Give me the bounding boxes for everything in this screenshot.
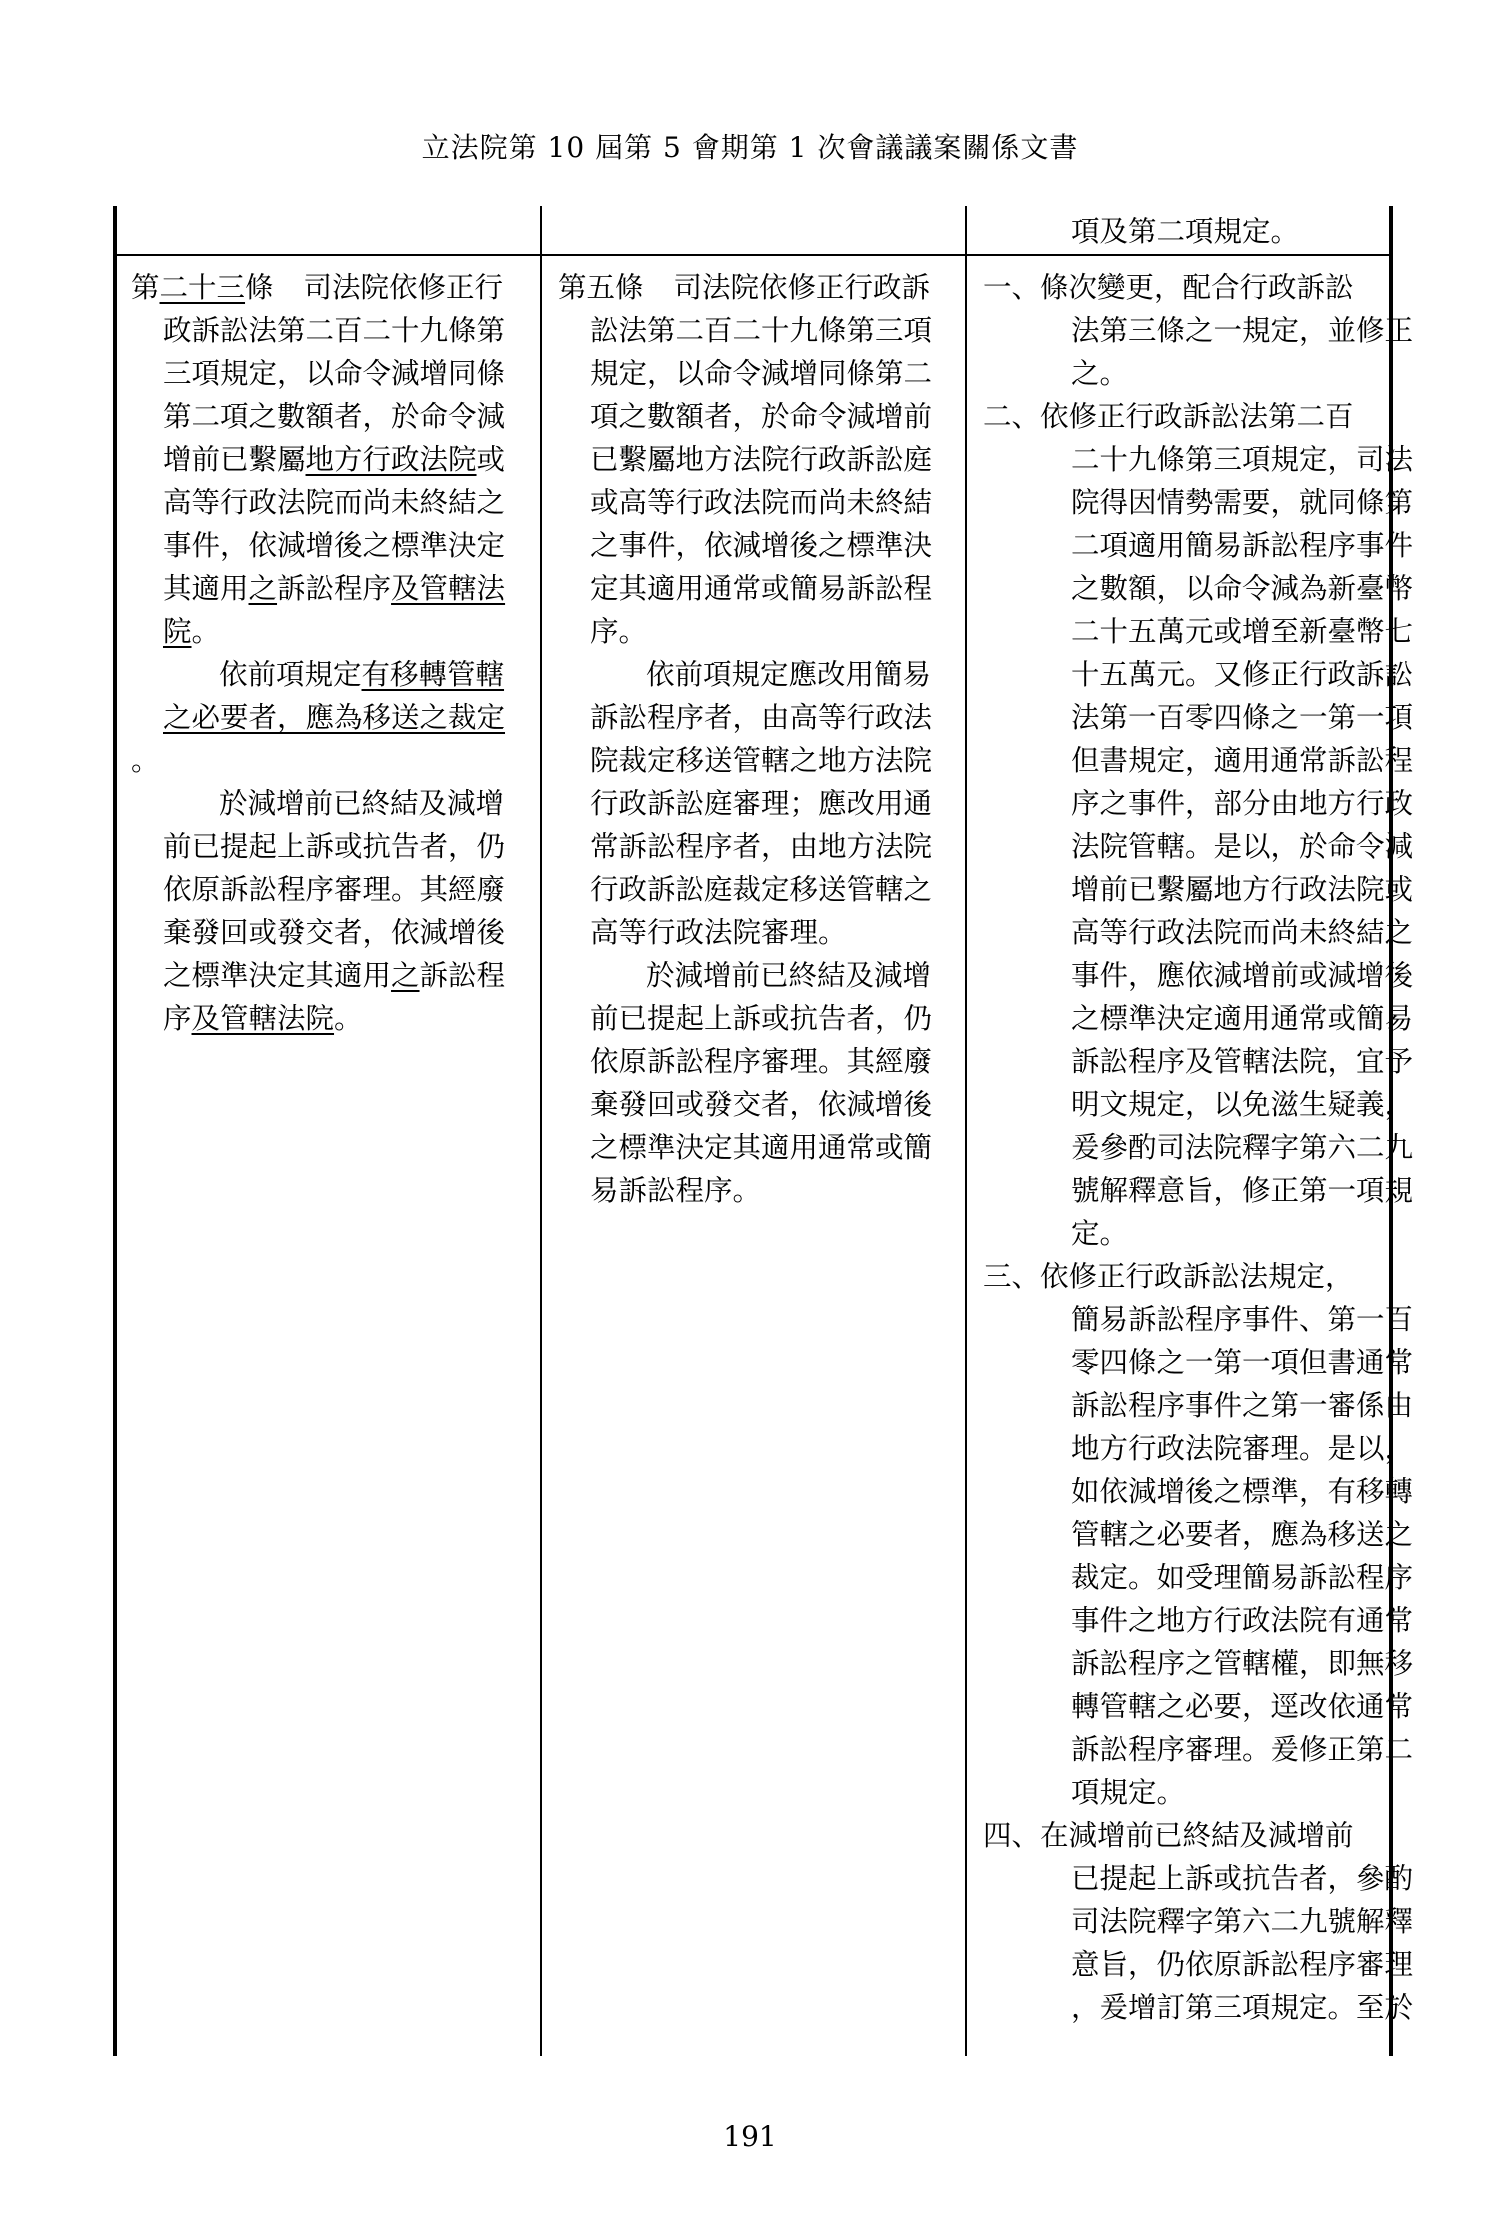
text-line: 事件，依減增後之標準決定 — [163, 529, 506, 562]
prev-row-col3 — [983, 210, 1383, 253]
text-line: 第二十三條 司法院依修正行 — [131, 271, 504, 304]
text-line: 轉管轄之必要，逕改依通常 — [1071, 1690, 1414, 1723]
text-line: 項之數額者，於命令減增前 — [590, 400, 933, 433]
text-line: 意旨，仍依原訴訟程序審理 — [1071, 1948, 1414, 1981]
text-line: 訴訟程序事件之第一審係由 — [1071, 1389, 1414, 1422]
explanation-column — [983, 266, 1414, 2029]
text-line: 二十五萬元或增至新臺幣七 — [1071, 615, 1414, 648]
table-row-divider — [113, 254, 1393, 256]
text-line: 法第一百零四條之一第一項 — [1071, 701, 1414, 734]
text-line: 零四條之一第一項但書通常 — [1071, 1346, 1414, 1379]
text-line: 高等行政法院而尚未終結之 — [1071, 916, 1414, 949]
text-line: 之數額，以命令減為新臺幣 — [1071, 572, 1414, 605]
text-line: 事件，應依減增前或減增後 — [1071, 959, 1414, 992]
table-column-divider-2 — [965, 206, 967, 2056]
text-line: 之必要者，應為移送之裁定 — [163, 701, 506, 734]
text-line: 定其適用通常或簡易訴訟程 — [590, 572, 933, 605]
text-line: 裁定。如受理簡易訴訟程序 — [1071, 1561, 1414, 1594]
text-line: 第五條 司法院依修正行政訴 — [558, 271, 931, 304]
text-line: 或高等行政法院而尚未終結 — [590, 486, 933, 519]
text-line: 其適用之訴訟程序及管轄法 — [163, 572, 506, 605]
text-line: 依前項規定應改用簡易 — [646, 658, 932, 691]
text-line: 之標準決定適用通常或簡易 — [1071, 1002, 1414, 1035]
text-line: 行政訴訟庭審理；應改用通 — [590, 787, 933, 820]
text-line: 一、條次變更，配合行政訴訟 — [983, 271, 1354, 304]
text-line: 法院管轄。是以，於命令減 — [1071, 830, 1414, 863]
text-line: 序之事件，部分由地方行政 — [1071, 787, 1414, 820]
text-line: 之事件，依減增後之標準決 — [590, 529, 933, 562]
table-border-left — [113, 206, 117, 2056]
text-line: 二項適用簡易訴訟程序事件 — [1071, 529, 1414, 562]
text-line: 高等行政法院而尚未終結之 — [163, 486, 506, 519]
text-line: 。 — [131, 744, 160, 777]
text-line: 法第三條之一規定，並修正 — [1071, 314, 1414, 347]
text-line: 前已提起上訴或抗告者，仍 — [163, 830, 506, 863]
text-line: 規定，以命令減增同條第二 — [590, 357, 933, 390]
text-line: 項及第二項規定。 — [1071, 215, 1300, 248]
text-line: 簡易訴訟程序事件、第一百 — [1071, 1303, 1414, 1336]
text-line: 依原訴訟程序審理。其經廢 — [590, 1045, 933, 1078]
text-line: 常訴訟程序者，由地方法院 — [590, 830, 933, 863]
text-line: 明文規定，以免滋生疑義， — [1071, 1088, 1414, 1121]
text-line: 依原訴訟程序審理。其經廢 — [163, 873, 506, 906]
text-line: 易訴訟程序。 — [590, 1174, 762, 1207]
current-article-5 — [558, 266, 958, 1212]
text-line: 但書規定，適用通常訴訟程 — [1071, 744, 1414, 777]
text-line: 序及管轄法院。 — [163, 1002, 363, 1035]
text-line: 訴訟程序之管轄權，即無移 — [1071, 1647, 1414, 1680]
text-line: 定。 — [1071, 1217, 1129, 1250]
text-line: 二、依修正行政訴訟法第二百 — [983, 400, 1354, 433]
text-line: 三項規定，以命令減增同條 — [163, 357, 506, 390]
text-line: 政訴訟法第二百二十九條第 — [163, 314, 506, 347]
text-line: 之標準決定其適用之訴訟程 — [163, 959, 506, 992]
text-line: 訴訟程序者，由高等行政法 — [590, 701, 933, 734]
text-line: 院。 — [163, 615, 221, 648]
text-line: 前已提起上訴或抗告者，仍 — [590, 1002, 933, 1035]
text-line: 序。 — [590, 615, 648, 648]
text-line: 二十九條第三項規定，司法 — [1071, 443, 1414, 476]
text-line: 之。 — [1071, 357, 1129, 390]
text-line: 之標準決定其適用通常或簡 — [590, 1131, 933, 1164]
text-line: 訟法第二百二十九條第三項 — [590, 314, 933, 347]
text-line: 棄發回或發交者，依減增後 — [590, 1088, 933, 1121]
text-line: 四、在減增前已終結及減增前 — [983, 1819, 1354, 1852]
table-column-divider-1 — [540, 206, 542, 2056]
text-line: ，爰增訂第三項規定。至於 — [1071, 1991, 1414, 2024]
text-line: 訴訟程序審理。爰修正第二 — [1071, 1733, 1414, 1766]
text-line: 增前已繫屬地方行政法院或 — [163, 443, 506, 476]
document-header: 立法院第 10 屆第 5 會期第 1 次會議議案關係文書 — [421, 131, 1079, 164]
text-line: 如依減增後之標準，有移轉 — [1071, 1475, 1414, 1508]
text-line: 依前項規定有移轉管轄 — [219, 658, 505, 691]
text-line: 司法院釋字第六二九號解釋 — [1071, 1905, 1414, 1938]
text-line: 項規定。 — [1071, 1776, 1186, 1809]
text-line: 爰參酌司法院釋字第六二九 — [1071, 1131, 1414, 1164]
text-line: 第二項之數額者，於命令減 — [163, 400, 506, 433]
text-line: 高等行政法院審理。 — [590, 916, 847, 949]
text-line: 管轄之必要者，應為移送之 — [1071, 1518, 1414, 1551]
text-line: 三、依修正行政訴訟法規定， — [983, 1260, 1354, 1293]
text-line: 已繫屬地方法院行政訴訟庭 — [590, 443, 933, 476]
text-line: 訴訟程序及管轄法院，宜予 — [1071, 1045, 1414, 1078]
text-line: 棄發回或發交者，依減增後 — [163, 916, 506, 949]
text-line: 於減增前已終結及減增 — [219, 787, 505, 820]
amended-article-23 — [131, 266, 531, 1040]
text-line: 已提起上訴或抗告者，參酌 — [1071, 1862, 1414, 1895]
text-line: 增前已繫屬地方行政法院或 — [1071, 873, 1414, 906]
page-number: 191 — [723, 2120, 777, 2153]
text-line: 行政訴訟庭裁定移送管轄之 — [590, 873, 933, 906]
text-line: 十五萬元。又修正行政訴訟 — [1071, 658, 1414, 691]
text-line: 院得因情勢需要，就同條第 — [1071, 486, 1414, 519]
text-line: 號解釋意旨，修正第一項規 — [1071, 1174, 1414, 1207]
text-line: 地方行政法院審理。是以， — [1071, 1432, 1414, 1465]
text-line: 院裁定移送管轄之地方法院 — [590, 744, 933, 777]
text-line: 事件之地方行政法院有通常 — [1071, 1604, 1414, 1637]
text-line: 於減增前已終結及減增 — [646, 959, 932, 992]
